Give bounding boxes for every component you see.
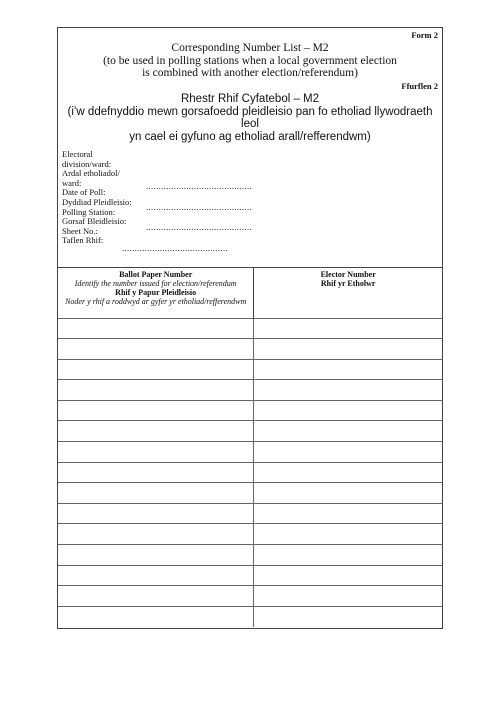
ballot-paper-number-cell[interactable]: [58, 359, 254, 380]
ballot-paper-number-cell[interactable]: [58, 462, 254, 483]
ballot-paper-number-note-cy: Noder y rhif a roddwyd ar gyfer yr etholiad/refferendwm: [65, 297, 247, 306]
polling-station-fill-line[interactable]: ..........................................: [146, 222, 253, 232]
table-row: [58, 442, 442, 463]
table-row: [58, 359, 442, 380]
ballot-paper-number-cell[interactable]: [58, 400, 254, 421]
elector-number-cell[interactable]: [254, 586, 442, 607]
table-row: [58, 380, 442, 401]
ballot-paper-number-cell[interactable]: [58, 318, 254, 339]
ballot-paper-number-cell[interactable]: [58, 380, 254, 401]
elector-number-cell[interactable]: [254, 545, 442, 566]
corresponding-number-table: [58, 268, 442, 627]
ballot-paper-number-header: [58, 268, 254, 318]
elector-number-cell[interactable]: [254, 339, 442, 360]
title-cy-line2: (i’w ddefnyddio mewn gorsafoedd pleidleisio pan fo etholiad llywodraeth leol: [67, 105, 433, 130]
elector-number-heading-en: Elector Number: [320, 270, 376, 279]
table-row: [58, 421, 442, 442]
field-label: Dyddiad Pleidleisio:: [62, 196, 132, 207]
field-label: Date of Poll:: [62, 187, 106, 198]
field-label: division/ward:: [62, 158, 112, 169]
title-cy-line3: yn cael ei gyfuno ag etholiad arall/refferendwm): [129, 130, 371, 143]
table-row: [58, 462, 442, 483]
ballot-paper-number-heading-en: Ballot Paper Number: [119, 270, 193, 279]
table-row: [58, 339, 442, 360]
ballot-paper-number-cell[interactable]: [58, 339, 254, 360]
sheet-number-fill-line[interactable]: ..........................................: [122, 243, 229, 253]
ballot-paper-number-note-en: Identify the number issued for election/referendum: [74, 279, 237, 288]
elector-number-cell[interactable]: [254, 318, 442, 339]
elector-number-cell[interactable]: [254, 442, 442, 463]
elector-number-header: [254, 268, 442, 318]
elector-number-heading-cy: Rhif yr Etholwr: [320, 279, 376, 288]
table-row: [58, 483, 442, 504]
field-label: Sheet No.:: [62, 225, 98, 236]
table-row: [58, 400, 442, 421]
date-of-poll-fill-line[interactable]: ..........................................: [146, 202, 253, 212]
elector-number-cell[interactable]: [254, 400, 442, 421]
ballot-paper-number-cell[interactable]: [58, 606, 254, 627]
table-row: [58, 503, 442, 524]
header-fields: [62, 150, 132, 246]
ballot-paper-number-cell[interactable]: [58, 586, 254, 607]
form-number-en: Form 2: [411, 30, 438, 40]
elector-number-cell[interactable]: [254, 359, 442, 380]
elector-number-cell[interactable]: [254, 565, 442, 586]
elector-number-cell[interactable]: [254, 606, 442, 627]
elector-number-cell[interactable]: [254, 524, 442, 545]
title-en-line3: is combined with another election/referendum): [142, 67, 358, 79]
table-row: [58, 586, 442, 607]
table-row: [58, 318, 442, 339]
ballot-paper-number-cell[interactable]: [58, 565, 254, 586]
field-label: Gorsaf Bleidleisio:: [62, 216, 127, 227]
title-en-line1: Corresponding Number List – M2: [171, 42, 329, 54]
form-frame: [57, 27, 443, 629]
ballot-paper-number-cell[interactable]: [58, 503, 254, 524]
field-label: ward:: [62, 177, 82, 188]
field-label: Taflen Rhif:: [62, 235, 104, 246]
table-row: [58, 606, 442, 627]
ballot-paper-number-cell[interactable]: [58, 442, 254, 463]
ballot-paper-number-heading-cy: Rhif y Papur Pleidleisio: [115, 288, 197, 297]
elector-number-cell[interactable]: [254, 421, 442, 442]
elector-number-cell[interactable]: [254, 503, 442, 524]
title-cy-line1: Rhestr Rhif Cyfatebol – M2: [180, 93, 320, 105]
field-label: Polling Station:: [62, 206, 116, 217]
field-label: Ardal etholiadol/: [62, 168, 120, 179]
table-row: [58, 524, 442, 545]
elector-number-cell[interactable]: [254, 483, 442, 504]
ballot-paper-number-cell[interactable]: [58, 545, 254, 566]
table-row: [58, 565, 442, 586]
title-cy: [58, 93, 442, 143]
table-row: [58, 545, 442, 566]
field-label: Electoral: [62, 149, 93, 159]
electoral-ward-fill-line[interactable]: ..........................................: [146, 181, 253, 191]
title-en: [58, 42, 442, 80]
ballot-paper-number-cell[interactable]: [58, 421, 254, 442]
elector-number-cell[interactable]: [254, 462, 442, 483]
form-number-cy: Ffurflen 2: [401, 81, 438, 91]
ballot-paper-number-cell[interactable]: [58, 483, 254, 504]
title-en-line2: (to be used in polling stations when a local government election: [103, 54, 397, 67]
elector-number-cell[interactable]: [254, 380, 442, 401]
ballot-paper-number-cell[interactable]: [58, 524, 254, 545]
